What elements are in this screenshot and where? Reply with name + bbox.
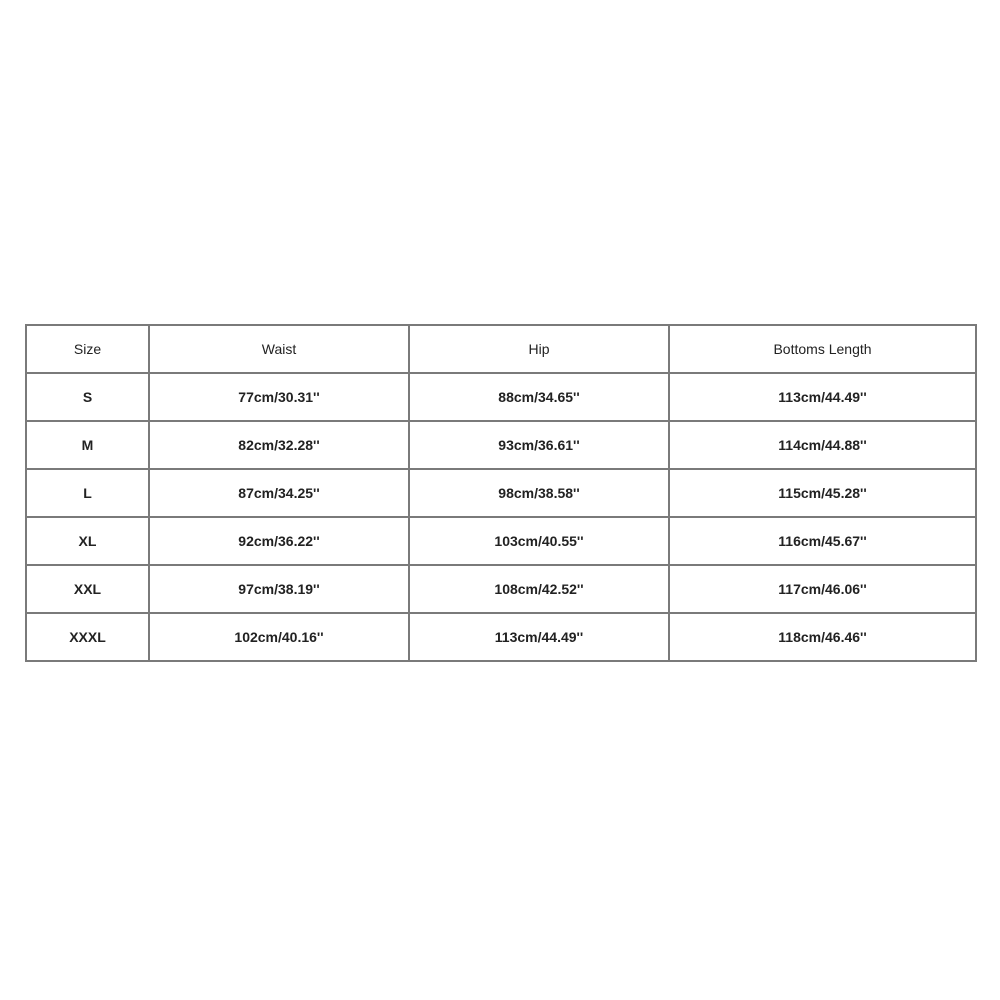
table-header-row [26,325,976,373]
bottoms-length-cell: 117cm/46.06'' [669,565,976,613]
header-bottoms-length: Bottoms Length [669,325,976,373]
hip-cell: 98cm/38.58'' [409,469,669,517]
bottoms-length-cell: 116cm/45.67'' [669,517,976,565]
hip-cell: 88cm/34.65'' [409,373,669,421]
table-row [26,565,976,613]
waist-cell: 97cm/38.19'' [149,565,409,613]
table-row [26,613,976,661]
table-row [26,421,976,469]
size-cell: M [26,421,149,469]
bottoms-length-cell: 118cm/46.46'' [669,613,976,661]
size-cell: L [26,469,149,517]
waist-cell: 102cm/40.16'' [149,613,409,661]
hip-cell: 103cm/40.55'' [409,517,669,565]
hip-cell: 108cm/42.52'' [409,565,669,613]
waist-cell: 92cm/36.22'' [149,517,409,565]
hip-cell: 113cm/44.49'' [409,613,669,661]
size-cell: XXL [26,565,149,613]
table-row [26,469,976,517]
size-cell: XL [26,517,149,565]
header-hip: Hip [409,325,669,373]
waist-cell: 87cm/34.25'' [149,469,409,517]
size-chart-table [25,324,977,662]
header-size: Size [26,325,149,373]
header-waist: Waist [149,325,409,373]
table-row [26,517,976,565]
bottoms-length-cell: 113cm/44.49'' [669,373,976,421]
bottoms-length-cell: 115cm/45.28'' [669,469,976,517]
hip-cell: 93cm/36.61'' [409,421,669,469]
size-cell: XXXL [26,613,149,661]
waist-cell: 82cm/32.28'' [149,421,409,469]
size-cell: S [26,373,149,421]
bottoms-length-cell: 114cm/44.88'' [669,421,976,469]
table-row [26,373,976,421]
waist-cell: 77cm/30.31'' [149,373,409,421]
